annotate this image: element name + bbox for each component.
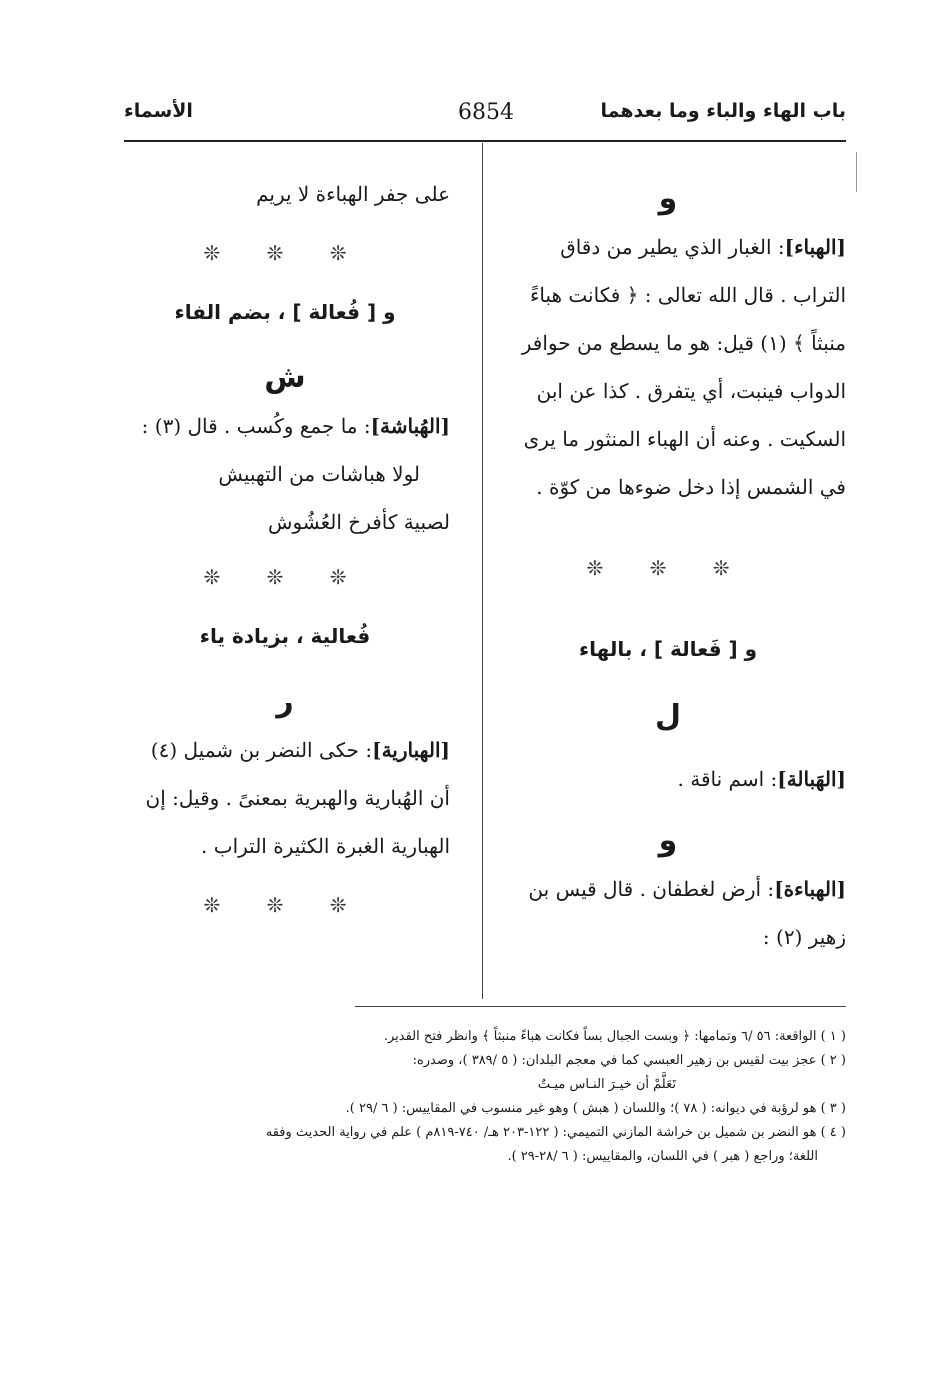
footnote-verse: تَعَلَّمْ أن خيـرَ النـاس ميـتٌ <box>537 1077 676 1092</box>
left-column <box>120 170 450 922</box>
footnote: ( ٤ ) هو النضر بن شميل بن خراشة المازني التميمي: ( ١٢٢-٢٠٣ هـ/ ٧٤٠-٨١٩م ) علم في رواية الحديث وفقه <box>265 1125 846 1140</box>
page-number: 6854 <box>458 100 514 125</box>
root-letter: و <box>658 823 678 858</box>
entry-term: [الهباء] <box>784 235 846 259</box>
footnote: ( ١ ) الواقعة: ٥٦ /٦ وتمامها: ﴿ وبست الجبال بساً فكانت هباءً منبثاً ﴾ وانظر فتح القدير. <box>383 1029 846 1044</box>
pattern-heading: و [ فُعالة ] ، بضم الفاء <box>174 300 396 324</box>
column-divider <box>482 143 483 999</box>
entry-line <box>120 726 450 774</box>
root-letter: ر <box>276 684 294 719</box>
entry-line: أن الهُبارية والهبرية بمعنىً . وقيل: إن <box>145 786 450 810</box>
footnote-continuation: اللغة؛ وراجع ( هبر ) في اللسان، والمقاييس: ( ٦ /٢٨-٢٩ ). <box>507 1149 818 1164</box>
header-rule <box>124 140 846 142</box>
entry-term: [الهبارية] <box>372 738 450 762</box>
entry-line: التراب . قال الله تعالى : ﴿ فكانت هباءً <box>529 283 846 307</box>
entry-term: [الهَبالة] <box>777 767 846 791</box>
verse-line: لولا هباشات من التهبيش <box>218 462 420 486</box>
section-separator: ❊ ❊ ❊ <box>203 893 367 917</box>
entry-line <box>490 223 846 271</box>
root-letter: ل <box>654 699 682 734</box>
section-separator: ❊ ❊ ❊ <box>203 241 367 265</box>
entry-line: الهبارية الغبرة الكثيرة التراب . <box>201 834 450 858</box>
entry-line <box>490 865 846 913</box>
footnote: ( ٢ ) عجز بيت لقيس بن زهير العبسي كما في معجم البلدان: ( ٥ /٣٨٩ )، وصدره: <box>412 1053 846 1068</box>
root-letter: ش <box>264 360 306 395</box>
entry-line: في الشمس إذا دخل ضوءها من كوّة . <box>536 475 846 499</box>
pattern-heading: فُعالية ، بزيادة ياء <box>199 624 371 648</box>
margin-mark <box>856 152 857 192</box>
entry-term: [الهباءة] <box>774 877 846 901</box>
footnotes <box>118 1025 846 1169</box>
pattern-heading: و [ فَعالة ] ، بالهاء <box>578 637 758 661</box>
entry-line <box>490 755 846 803</box>
entry-text: : ما جمع وكُسب . قال (٣) : <box>141 414 371 438</box>
footnote-rule <box>355 1006 846 1007</box>
entry-text: : أرض لغطفان . قال قيس بن <box>528 877 775 901</box>
entry-line: السكيت . وعنه أن الهباء المنثور ما يرى <box>523 427 846 451</box>
section-separator: ❊ ❊ ❊ <box>203 565 367 589</box>
verse-line: لصبية كأفرخ العُشُوش <box>268 510 450 534</box>
entry-line: منبثاً ﴾ (١) قيل: هو ما يسطع من حوافر <box>521 331 846 355</box>
entry-text: : حكى النضر بن شميل (٤) <box>150 738 373 762</box>
right-column <box>490 175 846 961</box>
chapter-title: باب الهاء والباء وما بعدهما <box>600 100 846 122</box>
section-title: الأسماء <box>124 100 193 122</box>
entry-text: : اسم ناقة . <box>677 767 778 791</box>
footnote: ( ٣ ) هو لرؤبة في ديوانه: ( ٧٨ )؛ واللسان ( هبش ) وهو غير منسوب في المقاييس: ( ٦ /٢٩ ). <box>345 1101 846 1116</box>
entry-line: زهير (٢) : <box>762 925 846 949</box>
entry-term: [الهُباشة] <box>370 414 450 438</box>
entry-line: الدواب فينبت، أي يتفرق . كذا عن ابن <box>536 379 846 403</box>
entry-line <box>120 402 450 450</box>
root-letter: و <box>658 181 678 216</box>
verse-line: على جفر الهباءة لا يريم <box>256 182 450 206</box>
section-separator: ❊ ❊ ❊ <box>586 556 750 580</box>
entry-text: : الغبار الذي يطير من دقاق <box>560 235 785 259</box>
